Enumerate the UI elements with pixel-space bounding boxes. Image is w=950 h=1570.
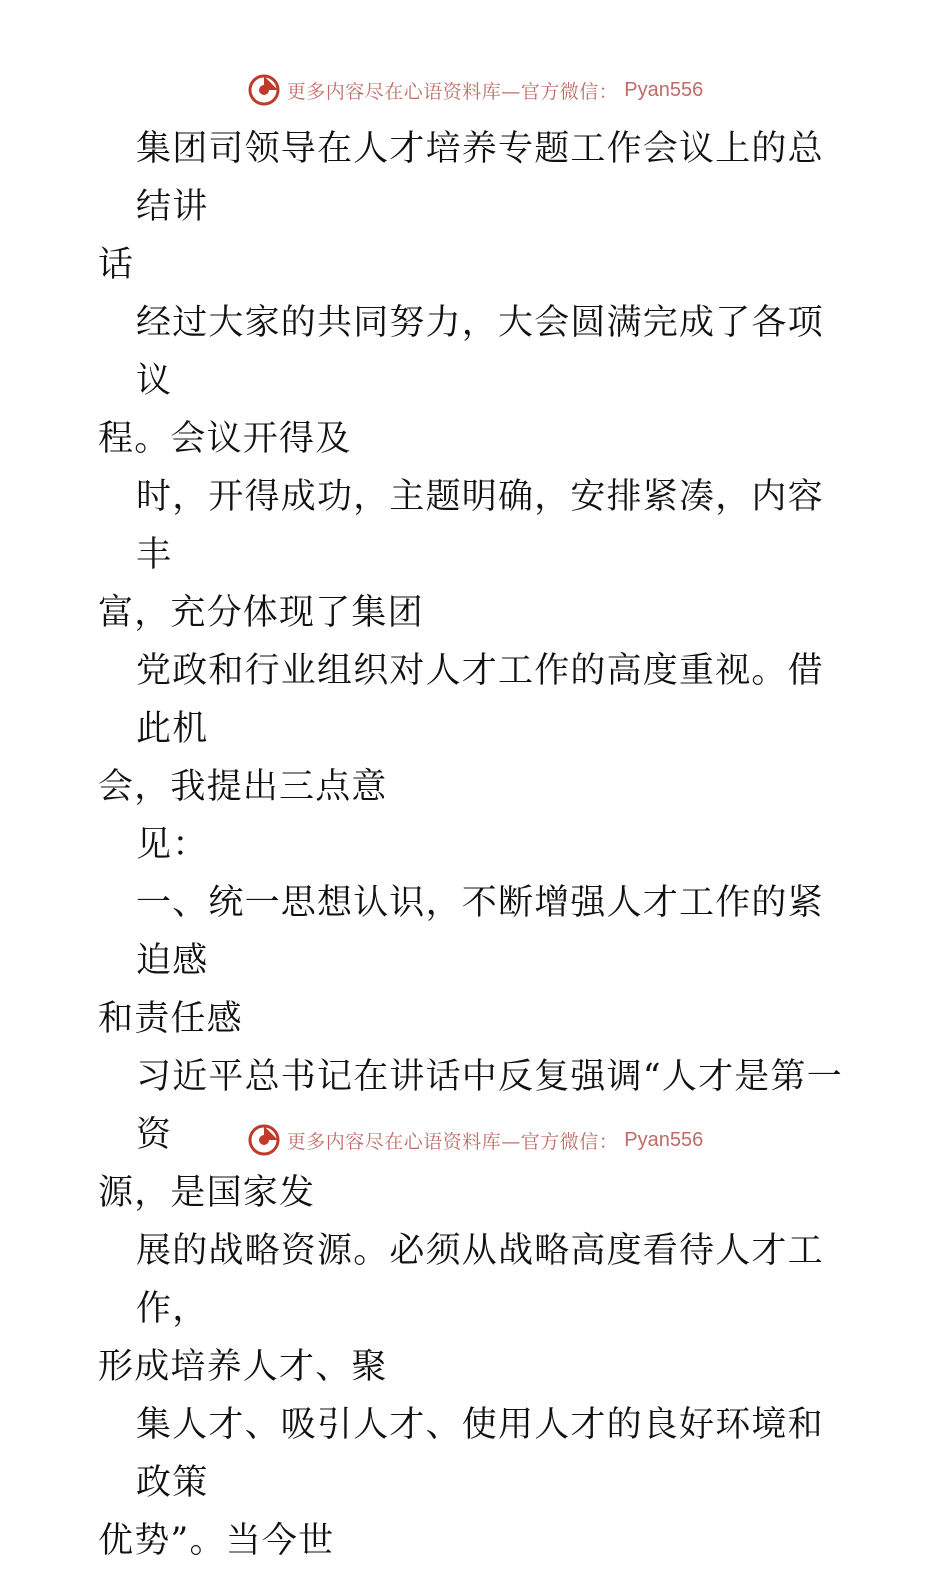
- paragraph-line: 程。会议开得及: [98, 419, 352, 459]
- header-watermark: [0, 70, 950, 110]
- section-heading: [98, 874, 858, 1048]
- watermark-id: Pyan556: [624, 1128, 704, 1151]
- paragraph: [98, 642, 858, 816]
- paragraph-line: 党政和行业组织对人才工作的高度重视。借此机: [136, 651, 824, 749]
- paragraph-line: 时，开得成功，主题明确，安排紧凑，内容丰: [136, 477, 824, 575]
- watermark-text: 更多内容尽在心语资料库—官方微信：: [286, 80, 619, 103]
- paragraph-line: 话: [98, 245, 135, 285]
- paragraph-line: 集人才、吸引人才、使用人才的良好环境和政策: [136, 1405, 824, 1503]
- paragraph-line: 一、统一思想认识，不断增强人才工作的紧迫感: [136, 883, 824, 981]
- watermark-logo-icon: [247, 1123, 281, 1157]
- paragraph-line: 和责任感: [98, 999, 243, 1039]
- paragraph-line: 展的战略资源。必须从战略高度看待人才工作，: [136, 1231, 824, 1329]
- footer-watermark: [0, 1120, 950, 1160]
- paragraph-line: 优势”。当今世: [98, 1521, 335, 1561]
- paragraph: [98, 1396, 858, 1570]
- paragraph-line: 见：: [136, 825, 209, 865]
- paragraph-line: 富，充分体现了集团: [98, 593, 424, 633]
- paragraph-line: 形成培养人才、聚: [98, 1347, 388, 1387]
- paragraph-line: 习近平总书记在讲话中反复强调“人才是第一资: [136, 1057, 843, 1155]
- paragraph-line: 经过大家的共同努力，大会圆满完成了各项议: [136, 303, 824, 401]
- paragraph: [98, 468, 858, 642]
- paragraph: [98, 816, 858, 874]
- watermark-id: Pyan556: [624, 78, 704, 101]
- watermark-text: 更多内容尽在心语资料库—官方微信：: [286, 1130, 619, 1153]
- document-body: [98, 120, 858, 1570]
- paragraph: [98, 1222, 858, 1396]
- paragraph-line: 会，我提出三点意: [98, 767, 388, 807]
- paragraph-line: 源，是国家发: [98, 1173, 316, 1213]
- paragraph-title: [98, 120, 858, 294]
- paragraph: [98, 294, 858, 468]
- paragraph-line: 集团司领导在人才培养专题工作会议上的总结讲: [136, 129, 824, 227]
- watermark-logo-icon: [247, 73, 281, 107]
